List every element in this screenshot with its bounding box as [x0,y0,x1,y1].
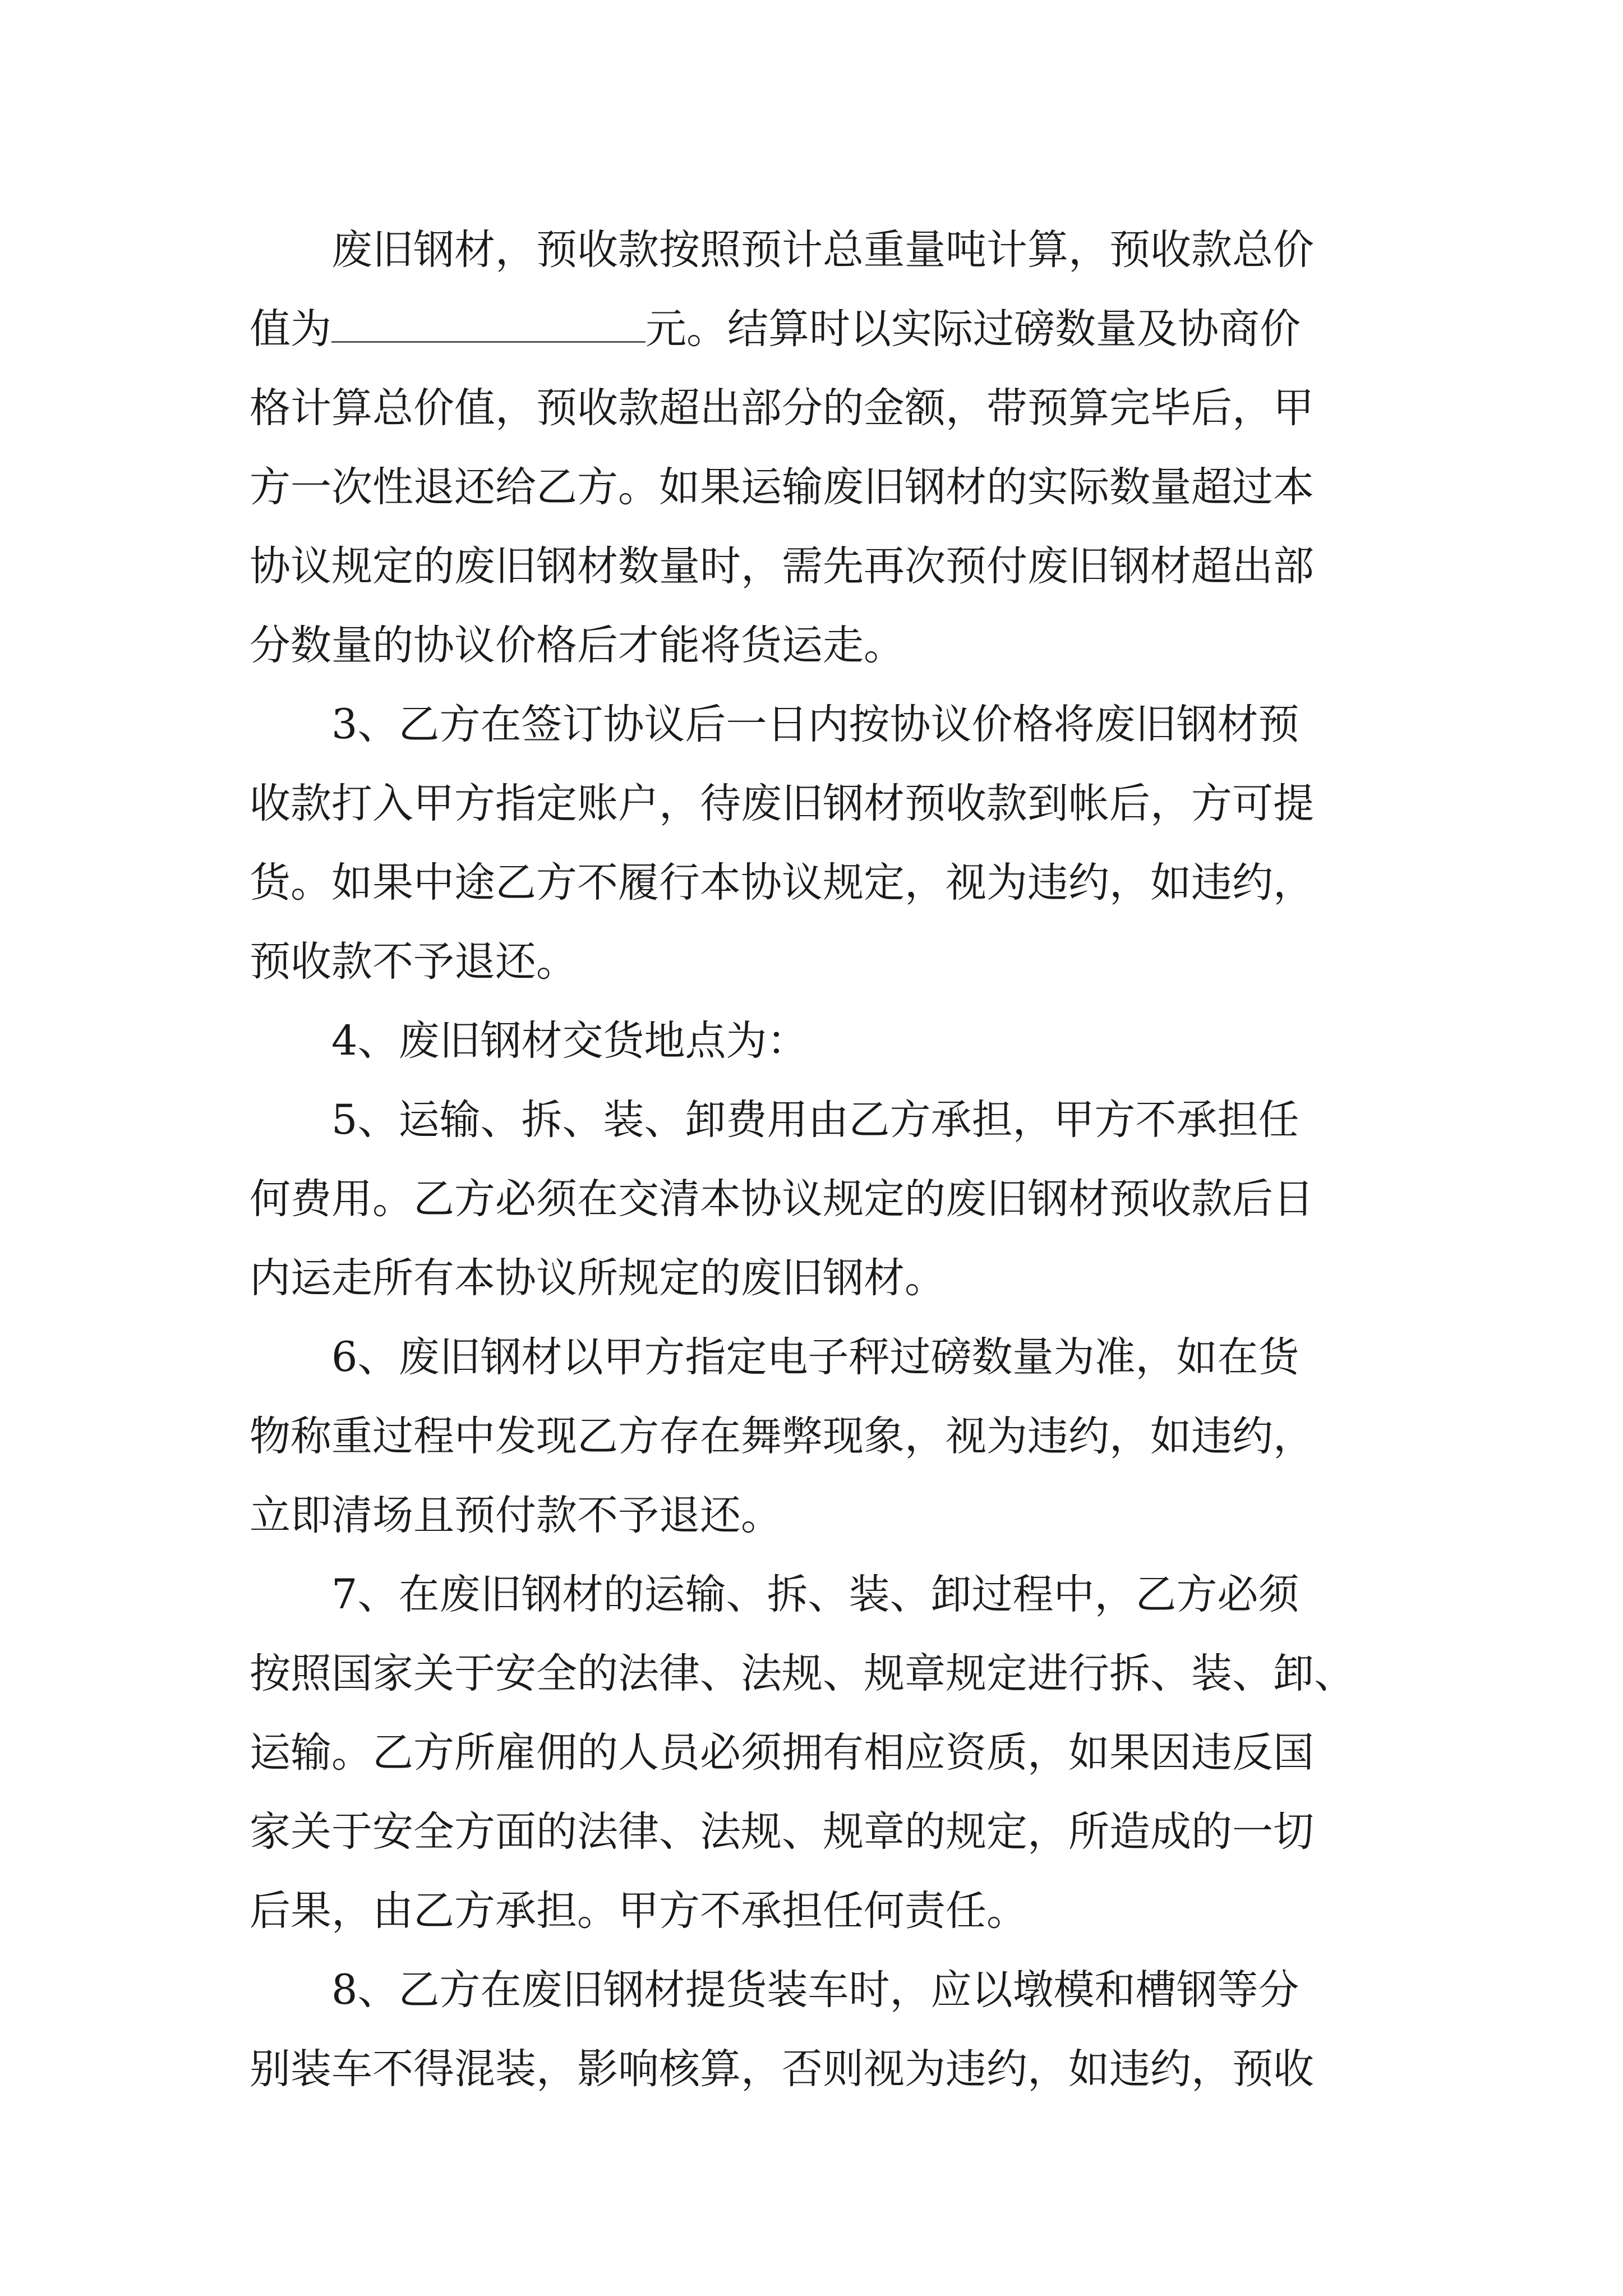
paragraph-line: 物称重过程中发现乙方存在舞弊现象，视为违约，如违约， [250,1412,1314,1460]
paragraph-line: 家关于安全方面的法律、法规、规章的规定，所造成的一切 [250,1808,1314,1856]
paragraph-line: 7、在废旧钢材的运输、拆、装、卸过程中，乙方必须 [331,1571,1299,1618]
text-fragment: 元。结算时以实际过磅数量及协商价 [645,305,1301,353]
paragraph-line: 3、乙方在签订协议后一日内按协议价格将废旧钢材预 [331,701,1299,748]
paragraph-line-with-blank [250,289,1394,369]
paragraph-line: 按照国家关于安全的法律、法规、规章规定进行拆、装、卸、 [250,1650,1355,1697]
paragraph-line: 8、乙方在废旧钢材提货装车时，应以墩模和槽钢等分 [331,1966,1299,2014]
paragraph-line: 内运走所有本协议所规定的废旧钢材。 [250,1254,946,1302]
paragraph-line: 运输。乙方所雇佣的人员必须拥有相应资质，如果因违反国 [250,1729,1314,1777]
paragraph-line: 分数量的协议价格后才能将货运走。 [250,622,905,669]
document-body [250,210,1394,2109]
amount-blank-field [331,307,645,343]
paragraph-line: 预收款不予退还。 [250,938,577,986]
paragraph-line: 立即清场且预付款不予退还。 [250,1492,782,1539]
paragraph-line: 收款打入甲方指定账户，待废旧钢材预收款到帐后，方可提 [250,780,1314,827]
paragraph-line: 格计算总价值，预收款超出部分的金额，带预算完毕后，甲 [250,384,1314,432]
paragraph-line: 别装车不得混装，影响核算，否则视为违约，如违约，预收 [250,2045,1314,2093]
paragraph-line: 后果，由乙方承担。甲方不承担任何责任。 [250,1887,1027,1935]
paragraph-line: 6、废旧钢材以甲方指定电子秤过磅数量为准，如在货 [331,1333,1299,1381]
paragraph-line: 废旧钢材，预收款按照预计总重量吨计算，预收款总价 [331,226,1314,274]
paragraph-line: 何费用。乙方必须在交清本协议规定的废旧钢材预收款后日 [250,1175,1314,1223]
paragraph-line: 方一次性退还给乙方。如果运输废旧钢材的实际数量超过本 [250,463,1314,511]
paragraph-line: 5、运输、拆、装、卸费用由乙方承担，甲方不承担任 [331,1096,1299,1144]
paragraph-line: 协议规定的废旧钢材数量时，需先再次预付废旧钢材超出部 [250,542,1314,590]
text-fragment: 值为 [250,305,331,353]
paragraph-line: 货。如果中途乙方不履行本协议规定，视为违约，如违约， [250,859,1314,907]
paragraph-line: 4、废旧钢材交货地点为： [331,1017,808,1065]
